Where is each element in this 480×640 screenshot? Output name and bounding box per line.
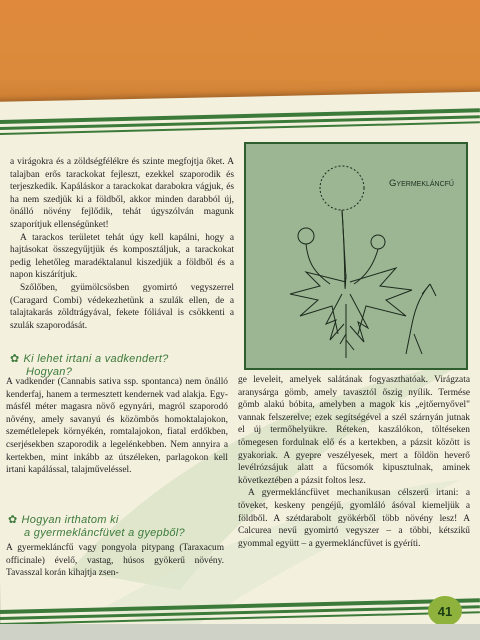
column-left-bottom: [6, 542, 224, 580]
page-number: 41: [428, 596, 462, 626]
column-left-top: [10, 156, 234, 332]
paragraph: A gyermekláncfű vagy pongyola pitypang (Taraxacum officinale) évelő, vastag, húsos gyökerű növény. Tavasszal korán kihajtja zsen-: [6, 543, 224, 579]
paragraph: A gyermekláncfüvet mechanikusan célszerű irtani: a töveket, keskeny pengéjű, gyomláló ásóval kiemeljük a földből. A szétdarabolt gyökérből több növény lesz! A Calcurea nevű gyomirtó vegyszer – a többi, kétszikű gyommal együtt – a gyermekláncfüvet is gyéríti.: [238, 488, 470, 549]
dandelion-illustration: [244, 142, 468, 370]
column-left-middle: [6, 376, 228, 477]
flower-bullet-icon: ✿: [8, 514, 18, 526]
section-heading-gyermeklancfu: [8, 514, 238, 540]
illustration-label: Gyermekláncfű: [389, 178, 454, 189]
heading-line: a gyermekláncfüvet a gyepből?: [24, 527, 185, 539]
heading-line: Hogyan?: [26, 366, 73, 378]
paragraph: A vadkender (Cannabis sativa ssp. spontanca) nem önálló kenderfaj, hanem a termesztett kendernek vad alakja. Egy-másfél méter magasra növő egynyári, magról szaporodó növény, amely savanyú és közömbös homoktalajokon, szemétlelepek környékén, romtalajokon, fiatal erdőkben, cserjésekben szaporodik a legelénkebben. Nem annyira a kertekben, mint inkább az útszéleken, parlagokon kell irtani kapálással, talajműveléssel.: [6, 377, 228, 476]
heading-line: Hogyan irthatom ki: [21, 514, 119, 526]
column-right: [238, 374, 470, 550]
watermark-band: [0, 624, 480, 640]
paragraph: Szőlőben, gyümölcsösben gyomirtó vegyszerrel (Caragard Combi) védekezhetünk a szulák ellen, de a talajtakarás zöldtrágyával, fekete fóliával is csökkenti a szulák szaporodását.: [10, 282, 234, 331]
top-green-stripes: [0, 118, 480, 136]
flower-bullet-icon: ✿: [10, 353, 20, 365]
heading-line: Ki lehet irtani a vadkendert?: [23, 353, 169, 365]
paragraph: a virágokra és a zöldségfélékre és szinte megfojtja őket. A talajban erős tarackokat fejleszt, ezekkel szaporodik és terjeszkedik. Kapáláskor a tarackokat darabokra vágjuk, és ha nem szedjük ki a földből, akkor minden darabból új, önálló növény fejlődik, tehát úgyszólván magunk szaporítjuk ellenségünket!: [10, 157, 234, 230]
paragraph: A tarackos területet tehát úgy kell kapálni, hogy a hajtásokat összegyűjtjük és komposztáljuk, a tarackokat pedig lehetőleg maradéktalanul kiszedjük a földből és a napon kiszárítjuk.: [10, 232, 234, 281]
paragraph: ge leveleit, amelyek salátának fogyaszthatóak. Virágzata aranysárga gömb, amely tavasztól őszig nyílik. Termése gömb alakú bóbita, amelyben a magok kis „ejtőernyővel" vannak felszerelve; ezek segítségével a szél szárnyán jutnak el új termőhelyükre. Réteken, kaszálókon, töltéseken tömegesen fordulnak elő és a kertekben, a pázsit között is gyakoriak. A gyepre veszélyesek, mert a földön heverő levélrózsájuk alatt a fűcsomók kipusztulnak, aminek következtében a pázsit foltos lesz.: [238, 375, 470, 486]
